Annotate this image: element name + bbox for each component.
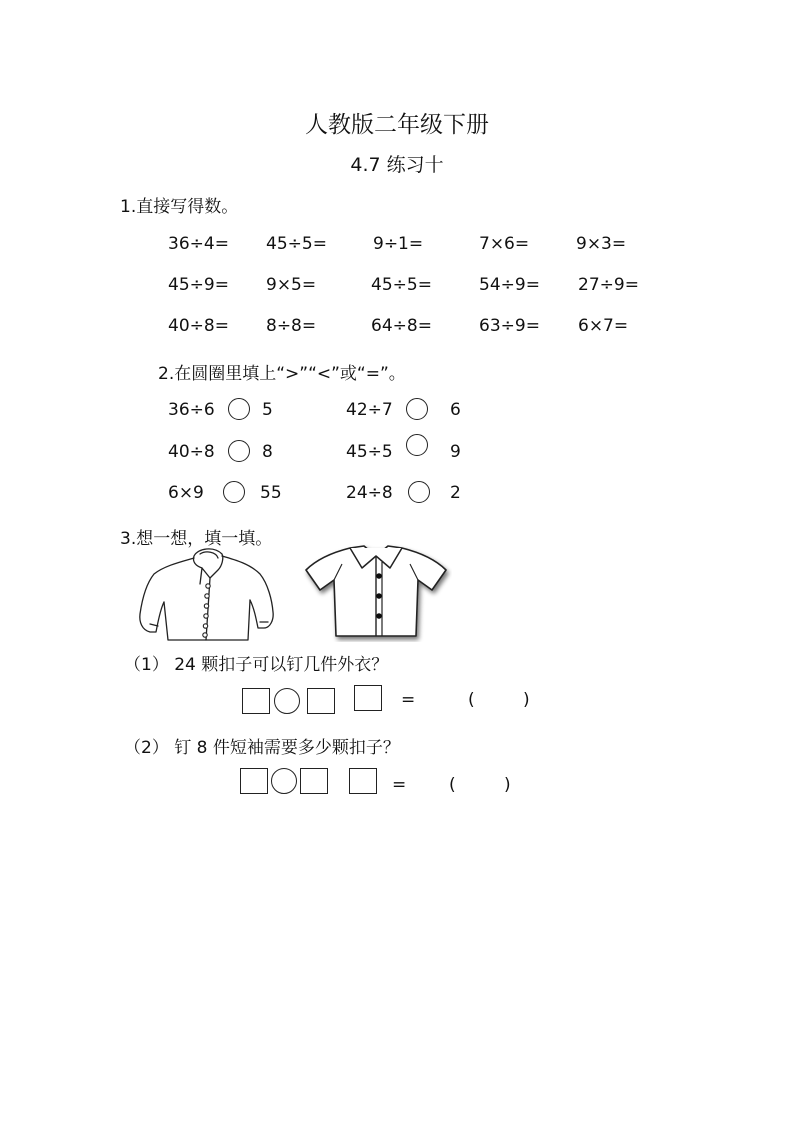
- page-subtitle: 4.7 练习十: [350, 154, 444, 176]
- compare-left: 42÷7: [346, 400, 393, 420]
- compare-right: 6: [450, 400, 461, 420]
- answer-blank[interactable]: [462, 772, 500, 796]
- compare-circle[interactable]: [228, 440, 250, 462]
- section3-heading: 3.想一想，填一填。: [120, 529, 273, 549]
- equation: 45÷9=: [168, 275, 229, 295]
- paren-close: ): [504, 775, 511, 795]
- answer-box[interactable]: [354, 685, 382, 711]
- paren-open: (: [449, 775, 456, 795]
- equation: 8÷8=: [266, 316, 317, 336]
- question1: [124, 650, 388, 675]
- answer-box[interactable]: [300, 768, 328, 794]
- operator-circle[interactable]: [271, 768, 297, 794]
- equation: 45÷5=: [266, 234, 327, 254]
- equation: 27÷9=: [578, 275, 639, 295]
- operator-circle[interactable]: [274, 688, 300, 714]
- answer-box[interactable]: [349, 768, 377, 794]
- jacket-illustration: [136, 544, 276, 644]
- equation: 54÷9=: [479, 275, 540, 295]
- answer-box[interactable]: [307, 688, 335, 714]
- compare-right: 9: [450, 442, 461, 462]
- equation: 36÷4=: [168, 234, 229, 254]
- question2: [124, 733, 400, 758]
- equation: 6×7=: [578, 316, 629, 336]
- question1-label: （1）: [124, 655, 169, 675]
- equals-sign: =: [392, 775, 407, 795]
- compare-right: 2: [450, 483, 461, 503]
- short-sleeve-shirt-illustration: [300, 540, 452, 642]
- equation: 9×5=: [266, 275, 317, 295]
- question1-text: 24 颗扣子可以钉几件外衣？: [174, 655, 389, 675]
- compare-circle[interactable]: [223, 481, 245, 503]
- compare-circle[interactable]: [406, 398, 428, 420]
- question2-text: 钉 8 件短袖需要多少颗扣子？: [174, 738, 400, 758]
- equation: 64÷8=: [371, 316, 432, 336]
- compare-left: 40÷8: [168, 442, 215, 462]
- equation: 9×3=: [576, 234, 627, 254]
- compare-circle[interactable]: [406, 434, 428, 456]
- compare-right: 5: [262, 400, 273, 420]
- answer-box[interactable]: [240, 768, 268, 794]
- question2-label: （2）: [124, 738, 169, 758]
- compare-circle[interactable]: [228, 398, 250, 420]
- answer-box[interactable]: [242, 688, 270, 714]
- equation: 7×6=: [479, 234, 530, 254]
- compare-left: 6×9: [168, 483, 204, 503]
- section2-heading: 2.在圆圈里填上“>”“<”或“=”。: [158, 364, 406, 384]
- equals-sign: =: [401, 690, 416, 710]
- compare-left: 36÷6: [168, 400, 215, 420]
- compare-left: 45÷5: [346, 442, 393, 462]
- page-title: 人教版二年级下册: [305, 112, 489, 138]
- paren-close: ): [523, 690, 530, 710]
- compare-right: 8: [262, 442, 273, 462]
- compare-circle[interactable]: [408, 481, 430, 503]
- equation: 9÷1=: [373, 234, 424, 254]
- compare-left: 24÷8: [346, 483, 393, 503]
- answer-blank[interactable]: [482, 688, 520, 712]
- paren-open: (: [468, 690, 475, 710]
- section1-heading: 1.直接写得数。: [120, 197, 239, 217]
- compare-right: 55: [260, 483, 282, 503]
- equation: 45÷5=: [371, 275, 432, 295]
- equation: 63÷9=: [479, 316, 540, 336]
- equation: 40÷8=: [168, 316, 229, 336]
